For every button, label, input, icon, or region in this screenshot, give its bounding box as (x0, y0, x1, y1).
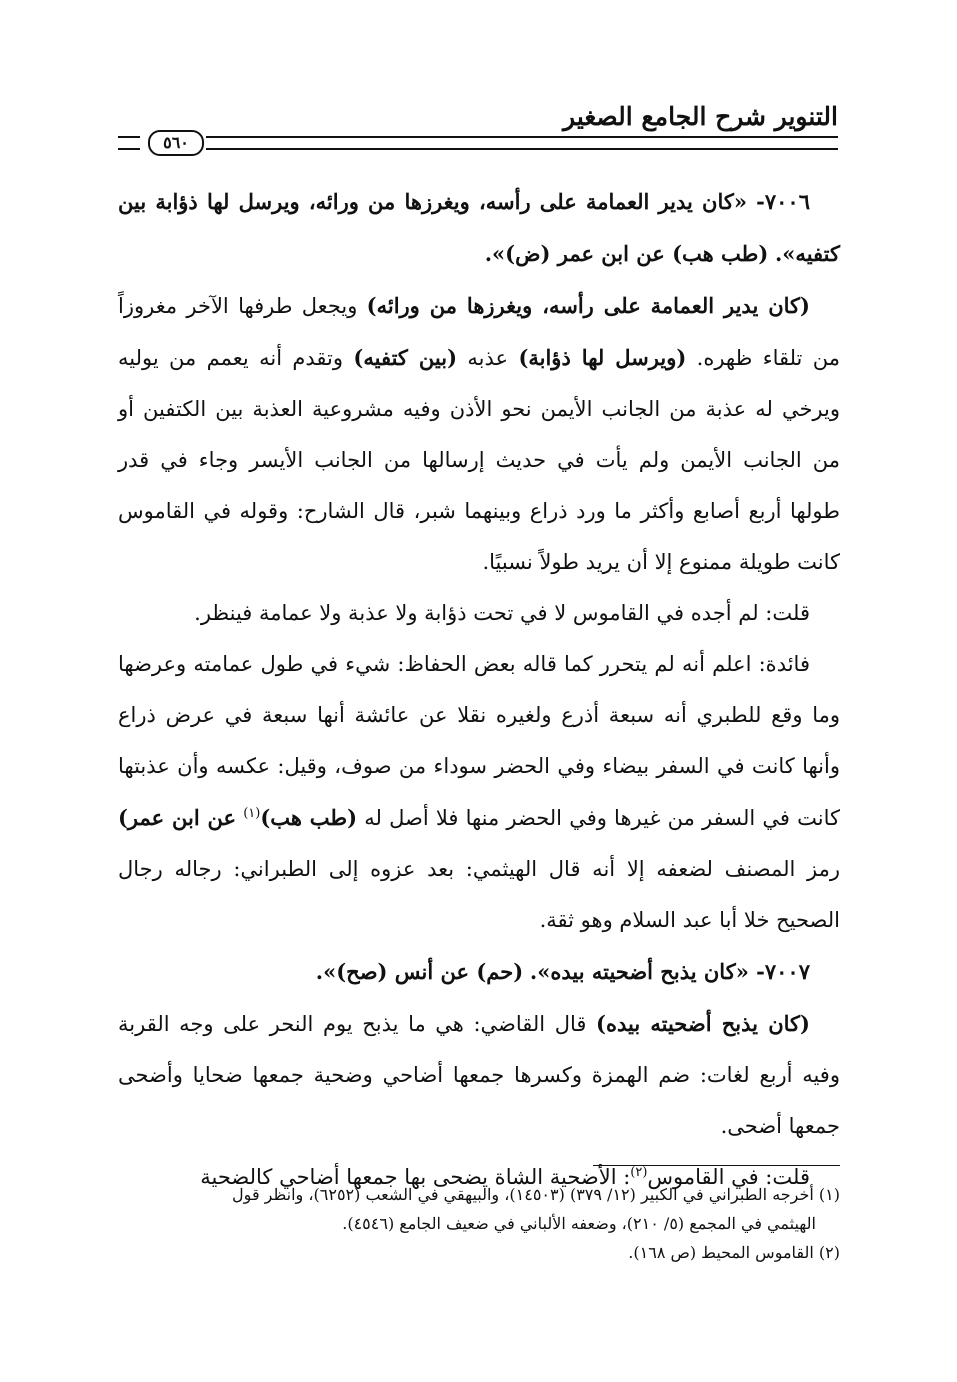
footnote-1: (١) أخرجه الطبراني في الكبير (١٢/ ٣٧٩) (١٤٥٠٣)، والبيهقي في الشعب (٦٢٥٢)، وانظر قول (232, 1185, 840, 1204)
footnote-2: (٢) القاموس المحيط (ص ١٦٨). (628, 1243, 840, 1262)
hadith-number: ٧٠٠٦ (764, 189, 810, 214)
hadith-source: (حم) عن أنس (صح)». (315, 959, 524, 984)
page-number: ٥٦٠ (148, 130, 204, 156)
book-title: التنوير شرح الجامع الصغير (563, 102, 838, 131)
footnote-1-continued: الهيثمي في المجمع (٥/ ٢١٠)، وضعفه الألباني في ضعيف الجامع (٤٥٤٦). (342, 1214, 816, 1233)
hadith-7006: ٧٠٠٦- «كان يدير العمامة على رأسه، ويغرزها من ورائه، ويرسل لها ذؤابة بين كتفيه». (طب هب) عن ابن عمر (ض)». (118, 189, 840, 266)
hadith-text: «كان يذبح أضحيته بيده». (529, 959, 749, 984)
main-text (118, 176, 840, 1203)
page-header (118, 96, 838, 156)
footnotes (118, 1180, 840, 1267)
hadith-source: (طب هب) عن ابن عمر (ض)». (484, 241, 769, 266)
hadith-7007: ٧٠٠٧- «كان يذبح أضحيته بيده». (حم) عن أنس (صح)». (315, 959, 810, 984)
footnote-ref: (١) (243, 806, 261, 821)
footnote-ref: (٢) (630, 1165, 648, 1180)
header-double-rule (206, 136, 838, 150)
hadith-number: ٧٠٠٧ (764, 959, 810, 984)
commentary-paragraph: (كان يدير العمامة على رأسه، ويغرزها من ورائه) ويجعل طرفها الآخر مغروزاً من تلقاء ظهره. (ويرسل لها ذؤابة) عذبه (بين كتفيه) وتقدم أنه يعمم من يوليه ويرخي له عذبة من الجانب الأيمن نحو الأذن وفيه مشروعية العذبة بين الكتفين أو من الجانب الأيمن ولم يأت في حديث إرسالها من الجانب الأيسر وجاء في قدر طولها أربع أصابع وأكثر ما ورد ذراع وبينهما شبر، قال الشارح: وقوله في القاموس كانت طويلة ممنوع إلا أن يريد طولاً نسبيًا. (118, 293, 840, 574)
footnote-separator (593, 1165, 840, 1166)
commentary-paragraph: (كان يذبح أضحيته بيده) قال القاضي: هي ما يذبح يوم النحر على وجه القربة وفيه أربع لغات: ضم الهمزة وكسرها جمعها أضاحي وضحية جمعها ضحايا وأضحى جمعها أضحى. (118, 1011, 840, 1138)
commentary-paragraph: قلت: في القاموس$^{(٢)}$: الأضحية الشاة يضحى بها جمعها أضاحي كالضحية (200, 1165, 810, 1189)
commentary-paragraph: فائدة: اعلم أنه لم يتحرر كما قاله بعض الحفاظ: شيء في طول عمامته وعرضها وما وقع للطبري أنه سبعة أذرع ولغيره نقلا عن عائشة أنها سبعة في عرض ذراع وأنها كانت في السفر بيضاء وفي الحضر سوداء من صوف، وقيل: عكسه وأن عذبتها كانت في السفر من غيرها وفي الحضر منها فلا أصل له (طب هب)$^{(١)}$ عن ابن عمر) رمز المصنف لضعفه إلا أنه قال الهيثمي: بعد عزوه إلى الطبراني: رجاله رجال الصحيح خلا أبا عبد السلام وهو ثقة. (118, 652, 840, 932)
commentary-paragraph: قلت: لم أجده في القاموس لا في تحت ذؤابة ولا عذبة ولا عمامة فينظر. (194, 601, 810, 625)
hadith-text: «كان يدير العمامة على رأسه، ويغرزها من ورائه، ويرسل لها ذؤابة بين كتفيه». (118, 189, 840, 266)
header-rule-end-mark (118, 136, 140, 150)
